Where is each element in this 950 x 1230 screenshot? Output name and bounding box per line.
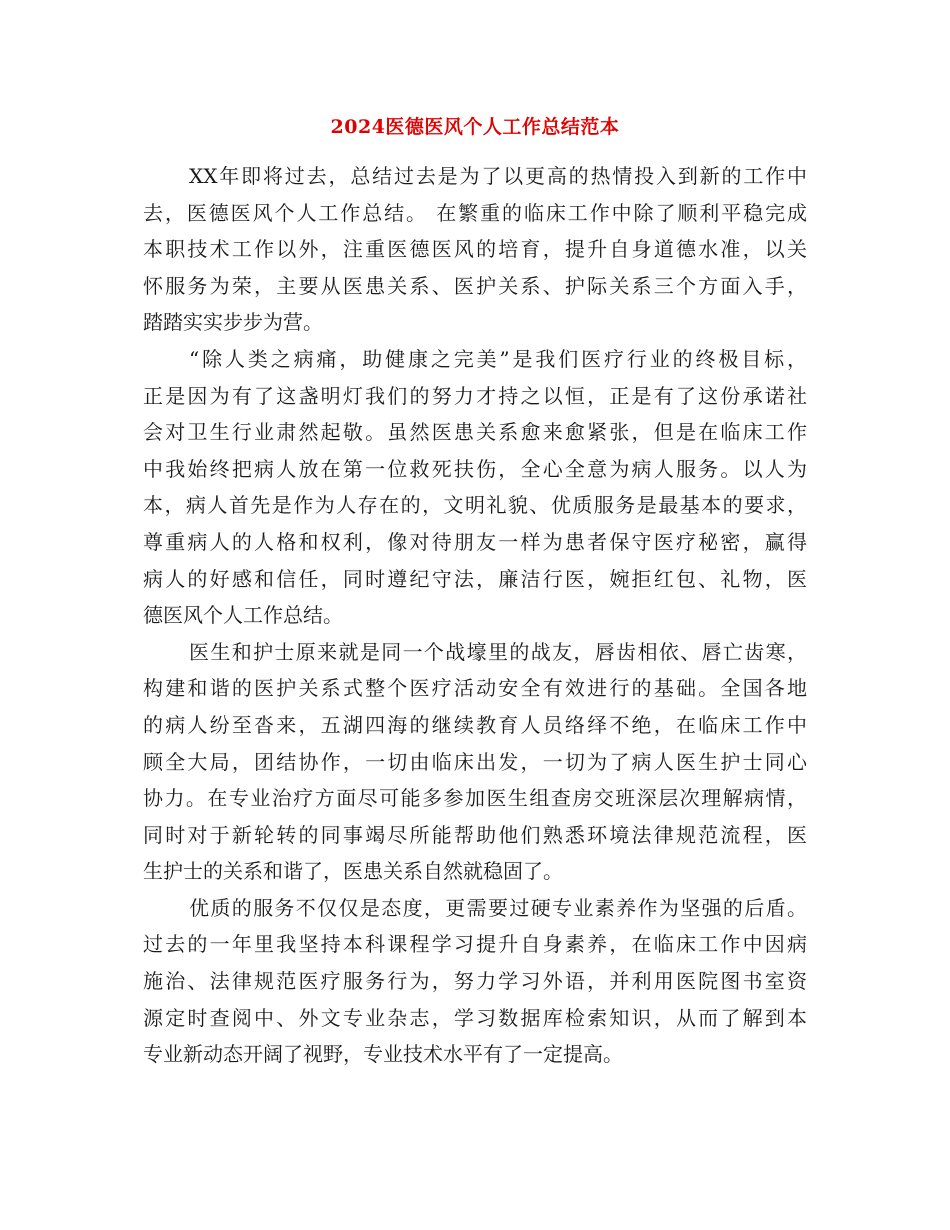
text-line: 正是因为有了这盏明灯我们的努力才持之以恒，正是有了这份承诺社 (143, 383, 807, 408)
text-line: 顾全大局，团结协作，一切由临床出发，一切为了病人医生护士同心 (143, 749, 807, 774)
text-line: 去，医德医风个人工作总结。 在繁重的临床工作中除了顺利平稳完成 (143, 200, 807, 225)
text-line: XX年即将过去，总结过去是为了以更高的热情投入到新的工作中 (189, 164, 807, 188)
text-line: 优质的服务不仅仅是态度，更需要过硬专业素养作为坚强的后盾。 (189, 895, 807, 920)
text-line: 尊重病人的人格和权利，像对待朋友一样为患者保守医疗秘密，赢得 (143, 529, 807, 554)
text-line: 中我始终把病人放在第一位救死扶伤，全心全意为病人服务。以人为 (143, 456, 807, 481)
text-line: 踏踏实实步步为营。 (143, 310, 323, 335)
text-line: 本，病人首先是作为人存在的，文明礼貌、优质服务是最基本的要求， (143, 493, 807, 518)
text-line: 本职技术工作以外，注重医德医风的培育，提升自身道德水准，以关 (143, 237, 807, 262)
text-line: “除人类之病痛，助健康之完美”是我们医疗行业的终极目标， (189, 346, 807, 371)
text-line: 怀服务为荣，主要从医患关系、医护关系、护际关系三个方面入手， (143, 273, 807, 298)
text-line: 病人的好感和信任，同时遵纪守法，廉洁行医，婉拒红包、礼物，医 (143, 566, 807, 591)
text-line: 同时对于新轮转的同事竭尽所能帮助他们熟悉环境法律规范流程，医 (143, 822, 807, 847)
text-line: 过去的一年里我坚持本科课程学习提升自身素养，在临床工作中因病 (143, 932, 807, 957)
text-line: 协力。在专业治疗方面尽可能多参加医生组查房交班深层次理解病情， (143, 786, 807, 811)
text-line: 专业新动态开阔了视野，专业技术水平有了一定提高。 (143, 1042, 623, 1067)
text-line: 的病人纷至沓来，五湖四海的继续教育人员络绎不绝，在临床工作中 (143, 712, 807, 737)
text-line: 会对卫生行业肃然起敬。虽然医患关系愈来愈紧张，但是在临床工作 (143, 420, 807, 445)
document-body (143, 158, 807, 1073)
text-line: 医生和护士原来就是同一个战壕里的战友，唇齿相依、唇亡齿寒， (189, 639, 807, 664)
text-line: 施治、法律规范医疗服务行为，努力学习外语，并利用医院图书室资 (143, 969, 807, 994)
text-line: 源定时查阅中、外文专业杂志，学习数据库检索知识，从而了解到本 (143, 1005, 807, 1030)
text-line: 德医风个人工作总结。 (143, 603, 343, 628)
text-line: 构建和谐的医护关系式整个医疗活动安全有效进行的基础。全国各地 (143, 676, 807, 701)
document-title: 2024医德医风个人工作总结范本 (330, 116, 620, 138)
text-line: 生护士的关系和谐了，医患关系自然就稳固了。 (143, 859, 563, 884)
